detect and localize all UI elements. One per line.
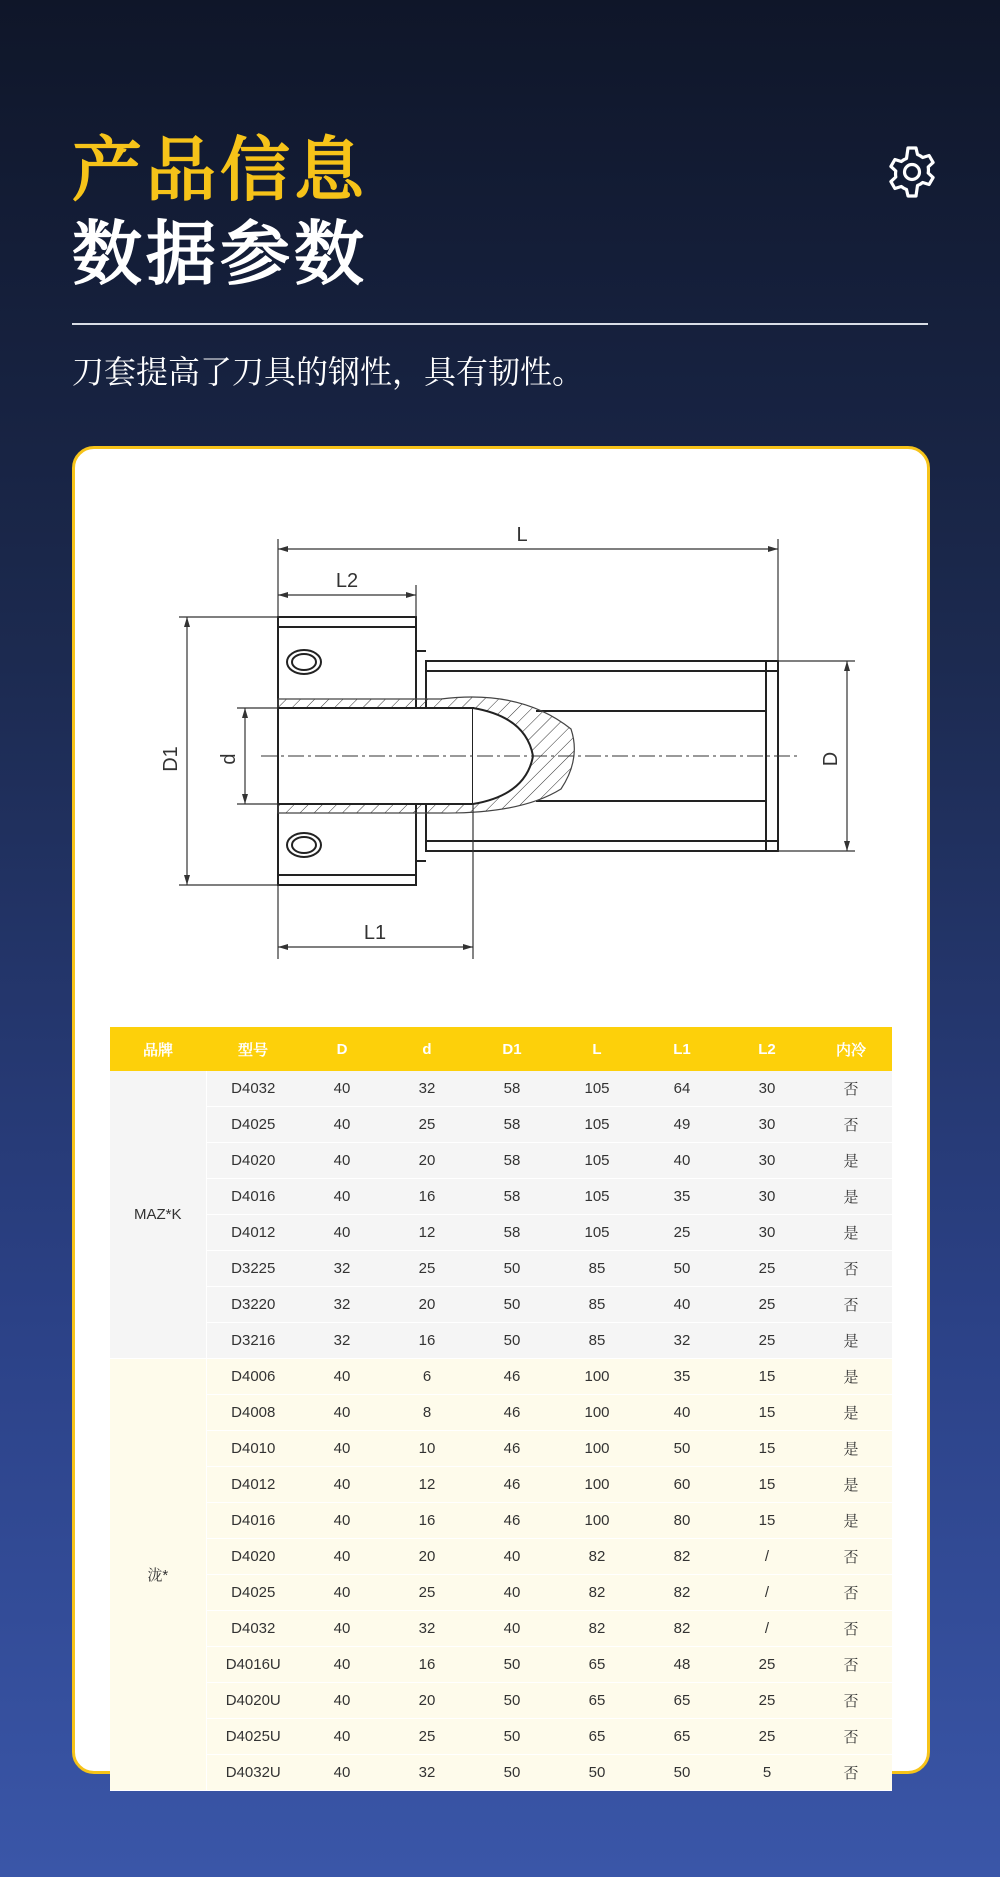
dimension-label-D: D	[820, 751, 842, 767]
table-cell: 15	[724, 1503, 810, 1539]
table-cell: 82	[640, 1539, 724, 1575]
table-cell: 58	[470, 1179, 554, 1215]
table-cell: 40	[470, 1611, 554, 1647]
table-cell: 20	[384, 1539, 470, 1575]
table-cell: 50	[640, 1431, 724, 1467]
column-header: d	[384, 1027, 470, 1071]
dimension-label-d: d	[218, 753, 240, 765]
table-row	[110, 1107, 892, 1143]
table-row	[110, 1215, 892, 1251]
table-cell: 50	[470, 1251, 554, 1287]
table-cell: 12	[384, 1467, 470, 1503]
brand-cell: MAZ*K	[110, 1071, 206, 1359]
table-cell: 40	[640, 1143, 724, 1179]
table-cell: D4032	[206, 1611, 300, 1647]
column-header: D	[300, 1027, 384, 1071]
table-cell: D3216	[206, 1323, 300, 1359]
table-row	[110, 1539, 892, 1575]
table-cell: 40	[300, 1467, 384, 1503]
table-cell: 46	[470, 1395, 554, 1431]
table-cell: 105	[554, 1071, 640, 1107]
table-header-row	[110, 1027, 892, 1071]
table-cell: 否	[810, 1539, 892, 1575]
table-cell: 64	[640, 1071, 724, 1107]
table-cell: D4025	[206, 1575, 300, 1611]
brand-cell: 泷*	[110, 1359, 206, 1791]
table-cell: 25	[724, 1719, 810, 1755]
table-cell: 80	[640, 1503, 724, 1539]
table-cell: 49	[640, 1107, 724, 1143]
table-cell: 35	[640, 1179, 724, 1215]
table-row	[110, 1755, 892, 1791]
table-cell: D4016	[206, 1179, 300, 1215]
spec-table-wrapper	[110, 1027, 892, 1791]
table-cell: 30	[724, 1107, 810, 1143]
table-cell: 100	[554, 1359, 640, 1395]
table-cell: D4016U	[206, 1647, 300, 1683]
technical-drawing	[141, 519, 861, 979]
table-cell: D4020	[206, 1143, 300, 1179]
table-cell: 100	[554, 1467, 640, 1503]
table-cell: 85	[554, 1251, 640, 1287]
table-cell: 50	[470, 1683, 554, 1719]
table-cell: 82	[554, 1611, 640, 1647]
table-cell: 46	[470, 1431, 554, 1467]
table-cell: 是	[810, 1143, 892, 1179]
table-cell: 65	[640, 1683, 724, 1719]
table-cell: 40	[640, 1287, 724, 1323]
table-row	[110, 1323, 892, 1359]
page-header	[72, 128, 368, 296]
table-cell: 25	[724, 1647, 810, 1683]
table-cell: 25	[724, 1683, 810, 1719]
table-cell: 50	[470, 1719, 554, 1755]
table-cell: D4032	[206, 1071, 300, 1107]
table-cell: 82	[554, 1539, 640, 1575]
table-cell: 否	[810, 1611, 892, 1647]
table-cell: 82	[554, 1575, 640, 1611]
table-cell: D4025	[206, 1107, 300, 1143]
table-cell: 32	[384, 1755, 470, 1791]
table-cell: /	[724, 1539, 810, 1575]
table-cell: 82	[640, 1575, 724, 1611]
table-cell: 否	[810, 1575, 892, 1611]
table-cell: 40	[300, 1683, 384, 1719]
table-cell: 100	[554, 1503, 640, 1539]
table-cell: 25	[384, 1575, 470, 1611]
table-cell: 50	[470, 1287, 554, 1323]
table-cell: 65	[554, 1719, 640, 1755]
table-cell: 15	[724, 1431, 810, 1467]
dimension-label-L: L	[516, 524, 528, 546]
table-cell: 8	[384, 1395, 470, 1431]
table-cell: 40	[300, 1359, 384, 1395]
table-cell: 25	[724, 1251, 810, 1287]
gear-icon[interactable]	[884, 144, 940, 200]
table-cell: 100	[554, 1395, 640, 1431]
table-cell: D4032U	[206, 1755, 300, 1791]
table-cell: 105	[554, 1215, 640, 1251]
table-cell: 是	[810, 1179, 892, 1215]
table-row	[110, 1647, 892, 1683]
table-cell: 48	[640, 1647, 724, 1683]
table-cell: 40	[300, 1539, 384, 1575]
table-cell: 46	[470, 1467, 554, 1503]
table-cell: 16	[384, 1179, 470, 1215]
table-cell: 25	[384, 1251, 470, 1287]
column-header: L2	[724, 1027, 810, 1071]
table-cell: 15	[724, 1467, 810, 1503]
header-divider	[72, 323, 928, 325]
table-cell: 58	[470, 1071, 554, 1107]
table-cell: 40	[470, 1539, 554, 1575]
table-cell: 40	[470, 1575, 554, 1611]
table-cell: 25	[640, 1215, 724, 1251]
table-cell: 65	[640, 1719, 724, 1755]
table-cell: 40	[300, 1071, 384, 1107]
page-title: 产品信息	[72, 129, 368, 211]
table-cell: 40	[300, 1107, 384, 1143]
table-cell: 50	[470, 1323, 554, 1359]
table-cell: 32	[640, 1323, 724, 1359]
column-header: 型号	[206, 1027, 300, 1071]
table-cell: 85	[554, 1323, 640, 1359]
table-cell: 40	[300, 1611, 384, 1647]
table-cell: 40	[300, 1575, 384, 1611]
table-cell: 20	[384, 1683, 470, 1719]
table-cell: 100	[554, 1431, 640, 1467]
table-cell: 40	[300, 1215, 384, 1251]
table-cell: 58	[470, 1215, 554, 1251]
table-cell: 12	[384, 1215, 470, 1251]
table-cell: D4020U	[206, 1683, 300, 1719]
table-row	[110, 1251, 892, 1287]
table-cell: D4016	[206, 1503, 300, 1539]
table-cell: 否	[810, 1251, 892, 1287]
spec-table	[110, 1027, 892, 1791]
table-cell: 30	[724, 1143, 810, 1179]
table-cell: 否	[810, 1071, 892, 1107]
table-cell: 40	[300, 1431, 384, 1467]
table-cell: 否	[810, 1755, 892, 1791]
table-row	[110, 1611, 892, 1647]
table-cell: 32	[384, 1071, 470, 1107]
table-cell: 65	[554, 1683, 640, 1719]
table-cell: D4012	[206, 1215, 300, 1251]
table-row	[110, 1359, 892, 1395]
table-cell: 否	[810, 1287, 892, 1323]
table-cell: 40	[300, 1395, 384, 1431]
table-cell: 是	[810, 1359, 892, 1395]
table-cell: 是	[810, 1431, 892, 1467]
table-row	[110, 1503, 892, 1539]
table-cell: 25	[724, 1323, 810, 1359]
table-cell: 否	[810, 1647, 892, 1683]
table-row	[110, 1287, 892, 1323]
table-row	[110, 1575, 892, 1611]
table-cell: /	[724, 1575, 810, 1611]
table-cell: 16	[384, 1647, 470, 1683]
table-cell: 40	[300, 1143, 384, 1179]
table-cell: 58	[470, 1107, 554, 1143]
table-cell: 否	[810, 1719, 892, 1755]
table-cell: 20	[384, 1287, 470, 1323]
table-cell: 50	[554, 1755, 640, 1791]
dimension-label-D1: D1	[160, 746, 182, 772]
table-cell: 40	[300, 1755, 384, 1791]
table-cell: 32	[300, 1251, 384, 1287]
table-cell: 50	[640, 1755, 724, 1791]
spec-card	[72, 446, 930, 1782]
table-cell: 15	[724, 1395, 810, 1431]
table-row	[110, 1431, 892, 1467]
table-cell: D4006	[206, 1359, 300, 1395]
table-cell: 是	[810, 1395, 892, 1431]
table-cell: D3225	[206, 1251, 300, 1287]
table-cell: 85	[554, 1287, 640, 1323]
table-cell: 是	[810, 1467, 892, 1503]
table-cell: 6	[384, 1359, 470, 1395]
table-cell: 65	[554, 1647, 640, 1683]
table-cell: 16	[384, 1503, 470, 1539]
table-cell: 否	[810, 1683, 892, 1719]
table-cell: /	[724, 1611, 810, 1647]
column-header: L	[554, 1027, 640, 1071]
table-cell: 105	[554, 1107, 640, 1143]
table-cell: 32	[384, 1611, 470, 1647]
table-cell: 50	[470, 1647, 554, 1683]
column-header: D1	[470, 1027, 554, 1071]
table-cell: 40	[300, 1503, 384, 1539]
table-cell: 15	[724, 1359, 810, 1395]
table-cell: 25	[384, 1719, 470, 1755]
table-cell: 40	[300, 1647, 384, 1683]
table-cell: 是	[810, 1215, 892, 1251]
table-cell: 10	[384, 1431, 470, 1467]
table-cell: 105	[554, 1143, 640, 1179]
table-cell: 32	[300, 1287, 384, 1323]
table-row	[110, 1395, 892, 1431]
table-row	[110, 1071, 892, 1107]
table-cell: 25	[724, 1287, 810, 1323]
table-row	[110, 1683, 892, 1719]
table-cell: 82	[640, 1611, 724, 1647]
table-cell: D4010	[206, 1431, 300, 1467]
table-cell: D4025U	[206, 1719, 300, 1755]
table-row	[110, 1143, 892, 1179]
table-cell: 是	[810, 1323, 892, 1359]
table-cell: 58	[470, 1143, 554, 1179]
table-cell: 否	[810, 1107, 892, 1143]
table-cell: D4020	[206, 1539, 300, 1575]
table-cell: 50	[640, 1251, 724, 1287]
table-cell: 25	[384, 1107, 470, 1143]
dimension-label-L2: L2	[335, 570, 359, 592]
table-row	[110, 1179, 892, 1215]
table-cell: 16	[384, 1323, 470, 1359]
dimension-label-L1: L1	[363, 922, 387, 944]
table-cell: 46	[470, 1503, 554, 1539]
table-cell: 40	[300, 1179, 384, 1215]
table-cell: 20	[384, 1143, 470, 1179]
table-cell: 46	[470, 1359, 554, 1395]
table-cell: 35	[640, 1359, 724, 1395]
page-subtitle-title: 数据参数	[72, 213, 368, 295]
table-cell: 30	[724, 1071, 810, 1107]
table-cell: 40	[640, 1395, 724, 1431]
table-row	[110, 1719, 892, 1755]
column-header: L1	[640, 1027, 724, 1071]
table-cell: 40	[300, 1719, 384, 1755]
table-cell: 是	[810, 1503, 892, 1539]
product-description: 刀套提高了刀具的钢性，具有韧性。	[72, 353, 585, 391]
table-cell: D4012	[206, 1467, 300, 1503]
table-cell: 60	[640, 1467, 724, 1503]
table-cell: 5	[724, 1755, 810, 1791]
table-cell: 50	[470, 1755, 554, 1791]
column-header: 品牌	[110, 1027, 206, 1071]
table-cell: 30	[724, 1179, 810, 1215]
column-header: 内冷	[810, 1027, 892, 1071]
table-cell: D3220	[206, 1287, 300, 1323]
table-cell: 32	[300, 1323, 384, 1359]
table-cell: 30	[724, 1215, 810, 1251]
table-cell: D4008	[206, 1395, 300, 1431]
table-row	[110, 1467, 892, 1503]
table-cell: 105	[554, 1179, 640, 1215]
